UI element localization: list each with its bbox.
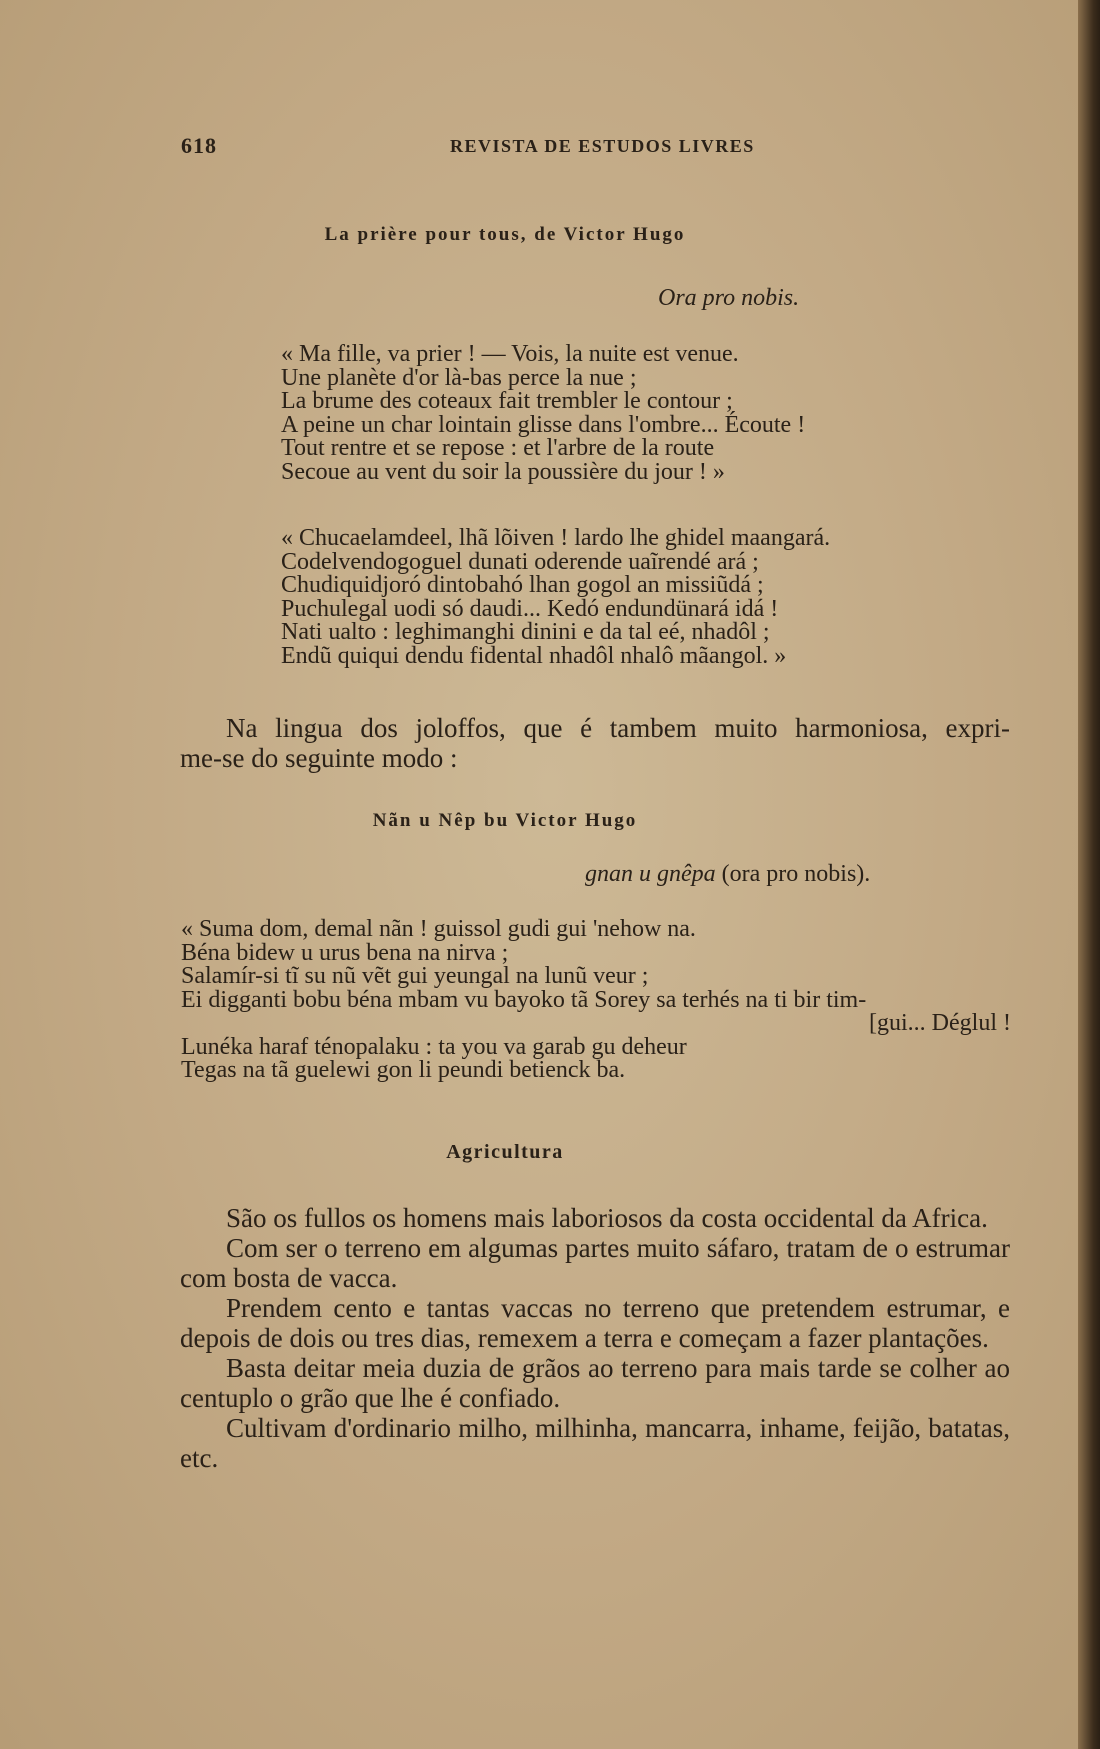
paragraph: Basta deitar meia duzia de grãos ao terreno para mais tarde se colher ao centuplo o grão que lhe é confiado.	[180, 1353, 1010, 1413]
paragraph: Prendem cento e tantas vaccas no terreno que pretendem estrumar, e depois de dois ou tres dias, remexem a terra e começam a fazer plantações.	[180, 1293, 1010, 1353]
verse-line: Béna bidew u urus bena na nirva ;	[181, 939, 509, 966]
paragraph: Com ser o terreno em algumas partes muito sáfaro, tratam de o estrumar com bosta de vacca.	[180, 1233, 1010, 1293]
verse-line: Secoue au vent du soir la poussière du jour ! »	[281, 458, 725, 485]
poem1-fula-stanza	[281, 527, 830, 668]
verse-line: Tegas na tã guelewi gon li peundi betienck ba.	[181, 1057, 626, 1083]
verse-continuation: [gui... Déglul !	[869, 1010, 1011, 1036]
verse-line: Puchulegal uodi só daudi... Kedó endundünará idá !	[281, 595, 779, 622]
verse-line: Nati ualto : leghimanghi dinini e da tal eé, nhadôl ;	[281, 619, 770, 645]
epigraph-plain: (ora pro nobis).	[715, 861, 871, 887]
verse-line: « Ma fille, va prier ! — Vois, la nuite est venue.	[281, 341, 739, 367]
poem2-wolof-stanza	[181, 918, 1011, 1083]
verse-line: Ei digganti bobu béna mbam vu bayoko tã Sorey sa terhés na ti bir tim-	[181, 986, 867, 1013]
paragraph-line: me-se do seguinte modo :	[180, 743, 458, 773]
paragraph-line: Na lingua dos joloffos, que é tambem muito harmoniosa, expri-	[226, 713, 1010, 743]
verse-line: Chudiquidjoró dintobahó lhan gogol an missiũdá ;	[281, 572, 764, 598]
agriculture-body	[180, 1203, 1010, 1473]
verse-line: La brume des coteaux fait trembler le contour ;	[281, 388, 733, 414]
agriculture-title: Agricultura	[446, 1141, 564, 1163]
poem2-epigraph	[585, 861, 870, 888]
verse-line: Lunéka haraf ténopalaku : ta you va garab gu deheur	[181, 1033, 687, 1060]
poem1-epigraph: Ora pro nobis.	[658, 285, 800, 311]
page-edge-shadow	[1078, 0, 1100, 1749]
verse-line: Endũ quiqui dendu fidental nhadôl nhalô mãangol. »	[281, 642, 787, 669]
epigraph-italic: gnan u gnêpa	[585, 861, 716, 887]
poem1-title: La prière pour tous, de Victor Hugo	[324, 224, 686, 245]
page-number: 618	[181, 133, 217, 158]
paragraph: São os fullos os homens mais laboriosos da costa occidental da Africa.	[226, 1203, 988, 1233]
verse-line: A peine un char lointain glisse dans l'ombre... Écoute !	[281, 411, 806, 438]
joloff-paragraph	[180, 713, 1010, 773]
verse-line: « Suma dom, demal nãn ! guissol gudi gui 'nehow na.	[181, 916, 696, 942]
verse-line: Une planète d'or là-bas perce la nue ;	[281, 364, 637, 391]
running-head: REVISTA DE ESTUDOS LIVRES	[450, 136, 755, 156]
verse-line: Codelvendogoguel dunati oderende uaĩrendé ará ;	[281, 548, 759, 575]
poem2-title: Nãn u Nêp bu Victor Hugo	[372, 810, 638, 831]
verse-line: Salamír-si tĩ su nũ vẽt gui yeungal na lunũ veur ;	[181, 963, 649, 989]
verse-line: Tout rentre et se repose : et l'arbre de la route	[281, 435, 715, 461]
paragraph: Cultivam d'ordinario milho, milhinha, mancarra, inhame, feijão, batatas, etc.	[180, 1413, 1010, 1473]
verse-line: « Chucaelamdeel, lhã lõiven ! lardo lhe ghidel maangará.	[281, 525, 831, 551]
poem1-french-stanza	[281, 343, 805, 484]
